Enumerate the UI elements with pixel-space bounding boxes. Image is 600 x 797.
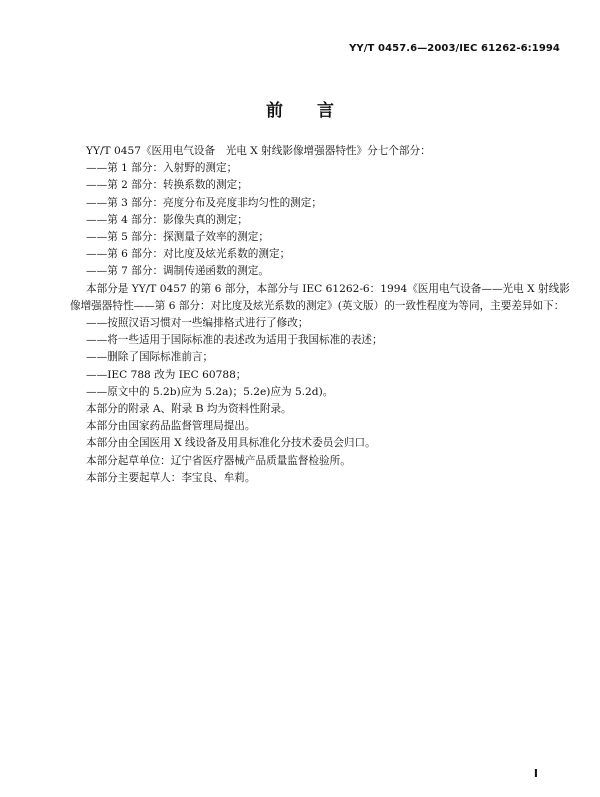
part-list-item: ——第 4 部分：影像失真的测定； xyxy=(86,213,248,226)
equivalence-paragraph: 本部分是 YY/T 0457 的第 6 部分，本部分与 IEC 61262-6：1994《医用电气设备——光电 X 射线影 xyxy=(86,282,570,295)
intro-paragraph: YY/T 0457《医用电气设备 光电 X 射线影像增强器特性》分七个部分： xyxy=(86,145,431,157)
annex-note: 本部分的附录 A、附录 B 均为资料性附录。 xyxy=(86,403,292,416)
part-list-item: ——第 3 部分：亮度分布及亮度非均匀性的测定； xyxy=(86,196,322,209)
part-list-item: ——第 5 部分：探测量子效率的测定； xyxy=(86,231,269,244)
drafting-unit-statement: 本部分起草单位：辽宁省医疗器械产品质量监督检验所。 xyxy=(86,454,351,467)
part-list-item: ——第 2 部分：转换系数的测定； xyxy=(86,179,248,192)
difference-list-item: ——按照汉语习惯对一些编排格式进行了修改； xyxy=(86,317,309,330)
equivalence-paragraph-continued: 像增强器特性——第 6 部分：对比度及炫光系数的测定》(英文版）的一致性程度为等同，主要差异如下： xyxy=(70,299,565,312)
part-list-item: ——第 1 部分：入射野的测定； xyxy=(86,162,238,175)
proposed-by-statement: 本部分由国家药品监督管理局提出。 xyxy=(86,420,256,433)
difference-list-item: ——删除了国际标准前言； xyxy=(86,351,214,364)
difference-list-item: ——IEC 788 改为 IEC 60788； xyxy=(86,368,247,381)
standard-code-header: YY/T 0457.6—2003/IEC 61262-6:1994 xyxy=(349,43,560,54)
difference-list-item: ——原文中的 5.2b)应为 5.2a)；5.2e)应为 5.2d)。 xyxy=(86,385,334,398)
foreword-body xyxy=(70,143,570,487)
page-number: I xyxy=(533,767,538,780)
centralized-by-statement: 本部分由全国医用 X 线设备及用具标准化分技术委员会归口。 xyxy=(86,437,376,450)
page-title: 前 言 xyxy=(266,101,334,121)
part-list-item: ——第 6 部分：对比度及炫光系数的测定； xyxy=(86,248,291,261)
part-list-item: ——第 7 部分：调制传递函数的测定。 xyxy=(86,265,269,278)
difference-list-item: ——将一些适用于国际标准的表述改为适用于我国标准的表述； xyxy=(86,334,383,347)
drafters-statement: 本部分主要起草人：李宝良、牟莉。 xyxy=(86,471,256,484)
